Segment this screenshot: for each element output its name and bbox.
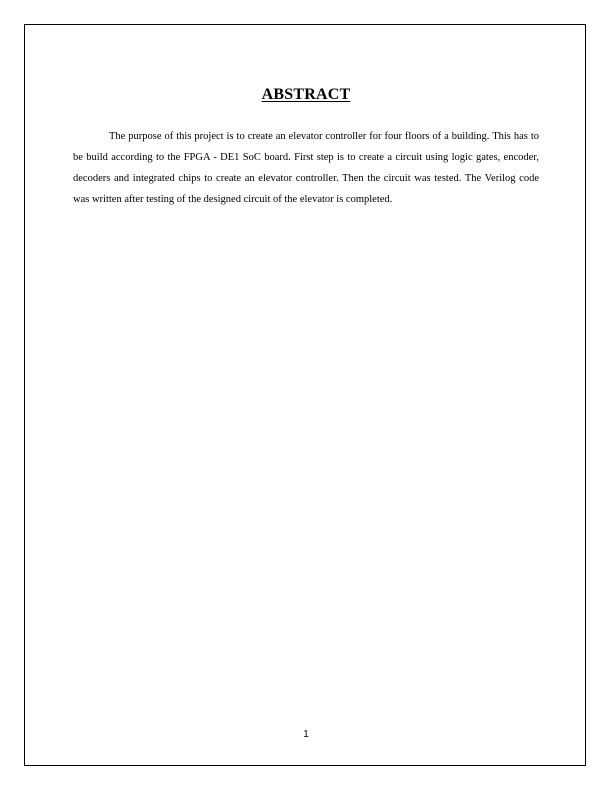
page-number: 1 [303, 729, 309, 740]
page-title: ABSTRACT [261, 86, 351, 103]
abstract-paragraph: The purpose of this project is to create an elevator controller for four floors of a building. This has to be build according to the FPGA - DE1 SoC board. First step is to create a circuit using logic gates, encoder, decoders and integrated chips to create an elevator controller. Then the circuit was tested. The Verilog code was written after testing of the designed circuit of the elevator is completed. [73, 131, 539, 205]
